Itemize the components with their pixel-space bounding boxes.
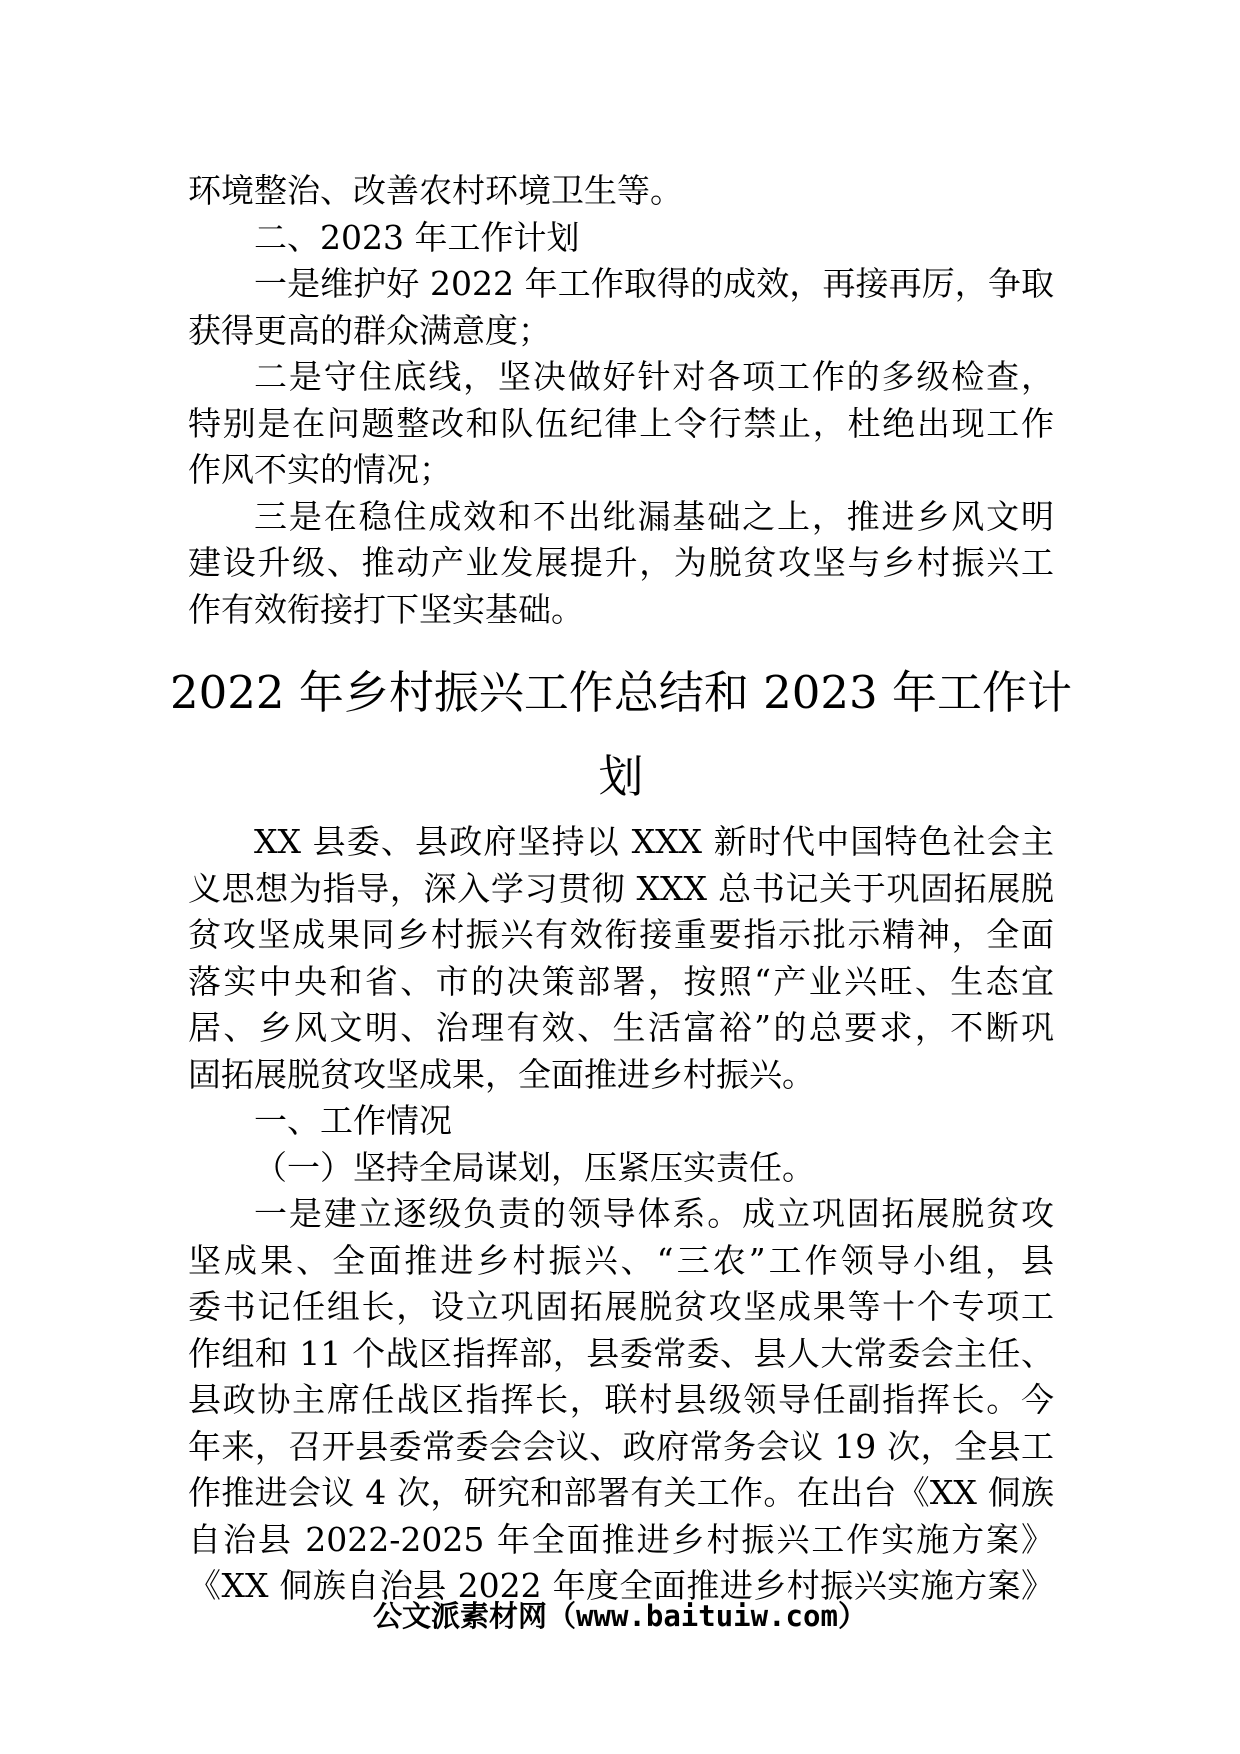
text-line: 一是建立逐级负责的领导体系。成立巩固拓展脱贫攻 [254, 1194, 1054, 1233]
document-title-continued: 划 [598, 750, 644, 803]
subsection-heading: （一）坚持全局谋划，压紧压实责任。 [254, 1147, 815, 1187]
text-line: 作组和 11 个战区指挥部，县委常委、县人大常委会主任、 [188, 1333, 1054, 1373]
text-line: 县政协主席任战区指挥长，联村县级领导任副指挥长。今 [188, 1380, 1054, 1419]
text-line: 坚成果、全面推进乡村振兴、“三农”工作领导小组，县 [188, 1240, 1054, 1280]
text-line: 作推进会议 4 次，研究和部署有关工作。在出台《XX 侗族 [188, 1473, 1054, 1512]
text-line: 委书记任组长，设立巩固拓展脱贫攻坚成果等十个专项工 [188, 1287, 1054, 1326]
text-line: 作风不实的情况； [188, 450, 452, 489]
text-line: 环境整治、改善农村环境卫生等。 [188, 171, 683, 210]
text-line: 年来，召开县委常委会会议、政府常务会议 19 次，全县工 [188, 1426, 1054, 1466]
text-line: 二是守住底线，坚决做好针对各项工作的多级检查， [254, 357, 1054, 396]
document-body [170, 168, 1072, 1610]
section-heading: 二、2023 年工作计划 [254, 217, 580, 257]
text-line: 义思想为指导，深入学习贯彻 XXX 总书记关于巩固拓展脱 [188, 868, 1054, 908]
text-line: 自治县 2022-2025 年全面推进乡村振兴工作实施方案》 [188, 1519, 1054, 1559]
text-line: 作有效衔接打下坚实基础。 [188, 589, 584, 629]
text-line: 特别是在问题整改和队伍纪律上令行禁止，杜绝出现工作 [188, 403, 1054, 443]
section-heading: 一、工作情况 [254, 1101, 452, 1140]
text-line: 一是维护好 2022 年工作取得的成效，再接再厉，争取 [254, 264, 1054, 303]
text-line: 居、乡风文明、治理有效、生活富裕”的总要求，不断巩 [188, 1008, 1054, 1047]
footer-watermark: 公文派素材网（www.baituiw.com） [373, 1599, 867, 1633]
text-line: 贫攻坚成果同乡村振兴有效衔接重要指示批示精神，全面 [188, 915, 1054, 954]
text-line: XX 县委、县政府坚持以 XXX 新时代中国特色社会主 [254, 822, 1054, 861]
text-line: 《XX 侗族自治县 2022 年度全面推进乡村振兴实施方案》 [188, 1566, 1054, 1605]
text-line: 建设升级、推动产业发展提升，为脱贫攻坚与乡村振兴工 [188, 543, 1054, 582]
text-line: 三是在稳住成效和不出纰漏基础之上，推进乡风文明 [254, 496, 1054, 536]
document-title: 2022 年乡村振兴工作总结和 2023 年工作计 [170, 666, 1072, 719]
text-line: 获得更高的群众满意度； [188, 310, 551, 350]
text-line: 落实中央和省、市的决策部署，按照“产业兴旺、生态宜 [188, 961, 1054, 1001]
text-line: 固拓展脱贫攻坚成果，全面推进乡村振兴。 [188, 1054, 815, 1094]
